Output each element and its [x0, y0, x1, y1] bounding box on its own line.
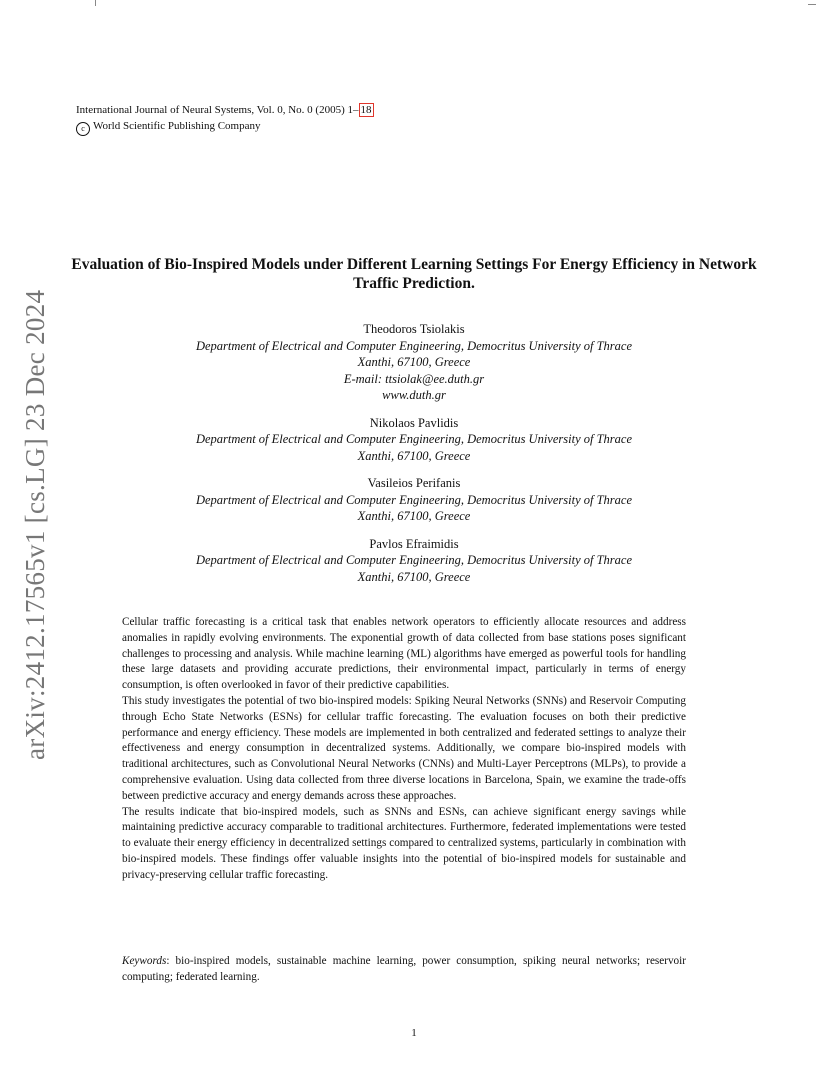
journal-header: [76, 102, 374, 136]
abstract: [122, 615, 686, 884]
author-city: Xanthi, 67100, Greece: [357, 355, 471, 369]
crop-mark: [808, 4, 816, 5]
author-list: [60, 321, 768, 596]
author-block: [60, 321, 768, 404]
author-city: Xanthi, 67100, Greece: [357, 509, 471, 523]
abstract-paragraph: This study investigates the potential of two bio-inspired models: Spiking Neural Networks (SNNs) and Reservoir Computing through Echo State Networks (ESNs) for cellular traffic forecasting. The evaluation focuses on both their predictive performance and energy efficiency. These models are implemented in both centralized and federated settings to analyze their effectiveness and energy consumption in decentralized systems. Additionally, we compare bio-inspired models with traditional architectures, such as Convolutional Neural Networks (CNNs) and Multi-Layer Perceptrons (MLPs), to provide a comprehensive evaluation. Using data collected from three diverse locations in Barcelona, Spain, we examine the trade-offs between predictive accuracy and energy demands across these approaches.: [122, 694, 686, 802]
author-email[interactable]: E-mail: ttsiolak@ee.duth.gr: [343, 371, 485, 386]
author-name: Vasileios Perifanis: [367, 476, 461, 490]
author-website[interactable]: www.duth.gr: [382, 388, 446, 402]
author-city: Xanthi, 67100, Greece: [357, 448, 471, 463]
publisher-line: [76, 118, 374, 136]
author-affiliation: Department of Electrical and Computer Engineering, Democritus University of Thrace: [195, 553, 633, 567]
keywords-label: Keywords: [122, 955, 167, 967]
author-affiliation: Department of Electrical and Computer Engineering, Democritus University of Thrace: [195, 338, 633, 353]
keywords: [122, 954, 686, 986]
author-name: Pavlos Efraimidis: [369, 536, 459, 551]
crop-mark: [95, 0, 96, 6]
publisher-name: World Scientific Publishing Company: [93, 120, 261, 132]
author-name: Nikolaos Pavlidis: [369, 415, 459, 430]
author-block: [60, 536, 768, 586]
abstract-paragraph: Cellular traffic forecasting is a critical task that enables network operators to efficiently allocate resources and address anomalies in rapidly evolving environments. The exponential growth of data collected from base stations poses significant challenges to processing and analysis. While machine learning (ML) algorithms have emerged as powerful tools for handling these large datasets and providing accurate predictions, their environmental impact, particularly in terms of energy consumption, is often overlooked in favor of their predictive capabilities.: [122, 616, 686, 692]
author-block: [60, 475, 768, 525]
journal-citation-text: International Journal of Neural Systems, Vol. 0, No. 0 (2005) 1–: [76, 104, 359, 116]
author-block: [60, 415, 768, 465]
page-number: 1: [411, 1027, 417, 1039]
author-affiliation: Department of Electrical and Computer Engineering, Democritus University of Thrace: [195, 432, 633, 446]
author-name: Theodoros Tsiolakis: [363, 322, 465, 336]
abstract-paragraph: The results indicate that bio-inspired models, such as SNNs and ESNs, can achieve significant energy savings while maintaining predictive accuracy comparable to traditional architectures. Furthermore, federated implementations were tested to evaluate their energy efficiency in decentralized settings compared to centralized systems, particularly in combination with bio-inspired models. These findings offer valuable insights into the potential of bio-inspired models for sustainable and privacy-preserving cellular traffic forecasting.: [122, 805, 686, 881]
journal-citation: [76, 102, 374, 118]
paper-title: Evaluation of Bio-Inspired Models under Different Learning Settings For Energy Efficiency in Network Traffic Prediction.: [71, 256, 757, 292]
keywords-text: : bio-inspired models, sustainable machine learning, power consumption, spiking neural networks; reservoir computing; federated learning.: [122, 955, 686, 983]
page-range-link[interactable]: 18: [360, 104, 372, 116]
author-affiliation: Department of Electrical and Computer Engineering, Democritus University of Thrace: [195, 492, 633, 507]
author-city: Xanthi, 67100, Greece: [357, 569, 471, 584]
arxiv-identifier: arXiv:2412.17565v1 [cs.LG] 23 Dec 2024: [20, 289, 50, 760]
copyright-icon: c: [76, 122, 90, 136]
